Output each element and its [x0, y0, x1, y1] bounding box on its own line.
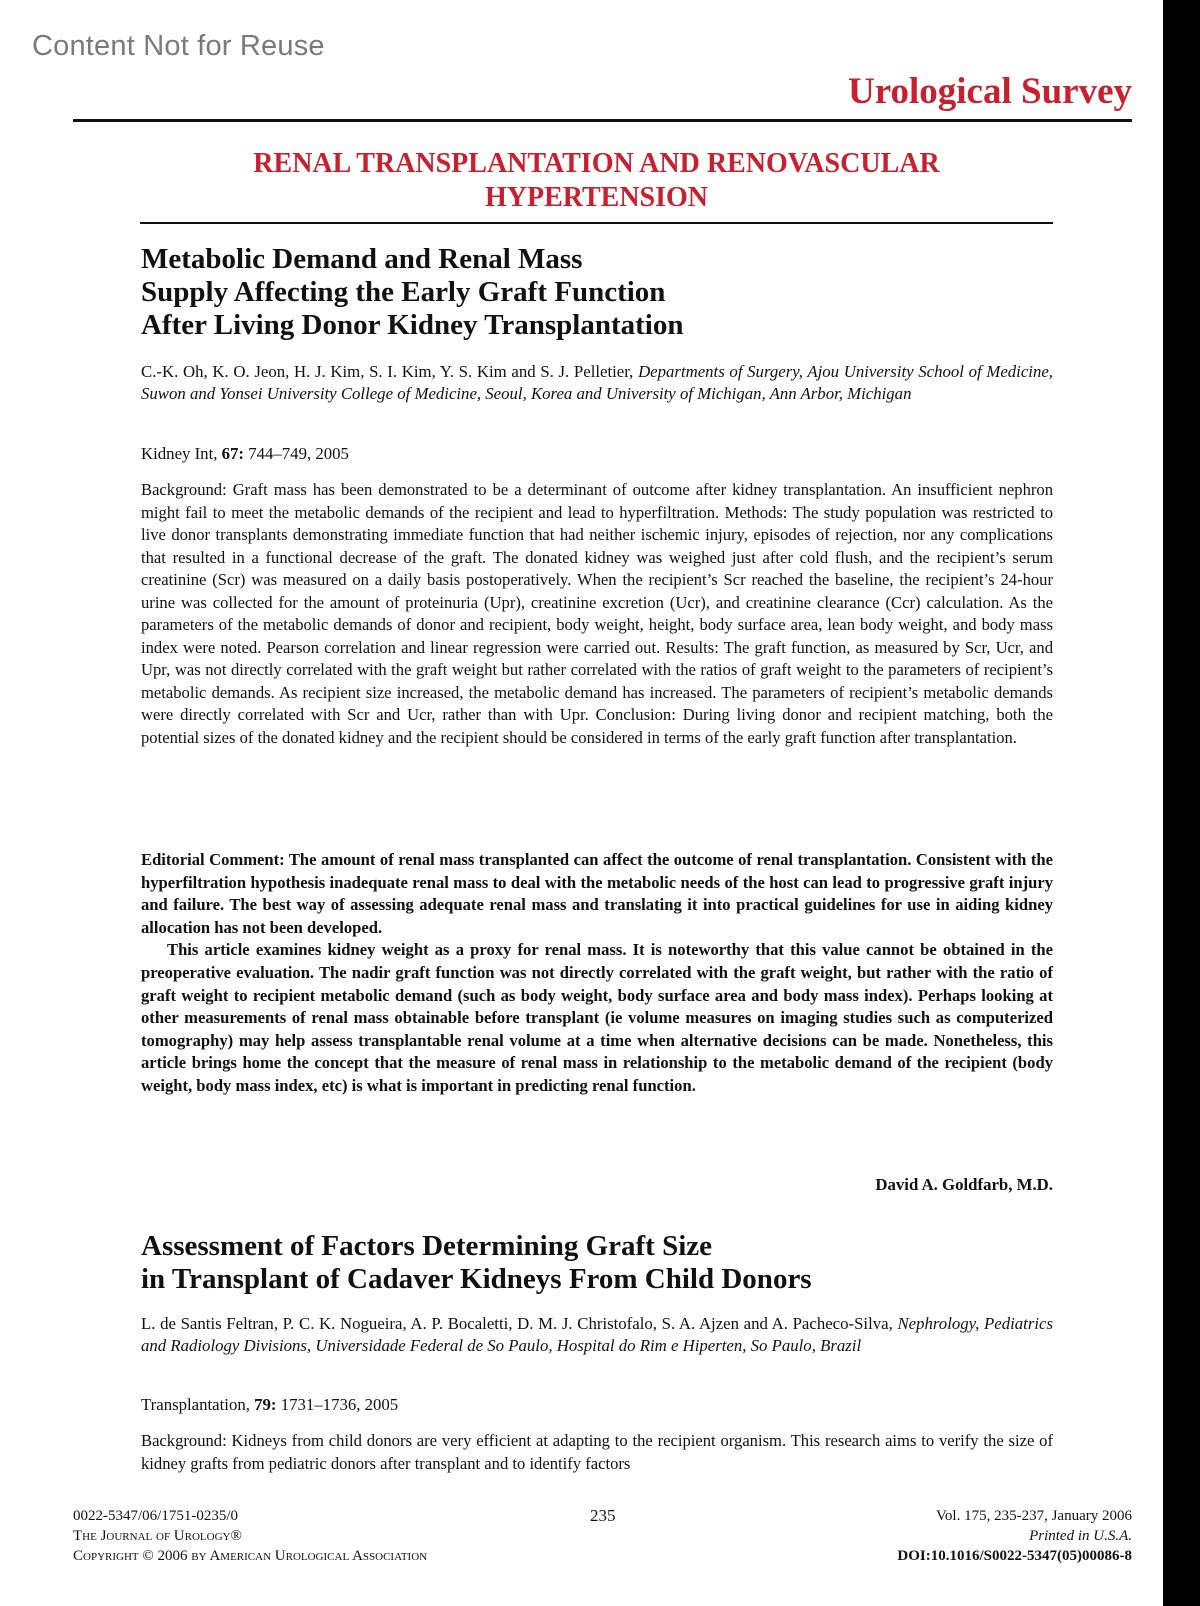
footer-journal-name: The Journal of Urology® — [73, 1528, 242, 1544]
editorial-paragraph-2: This article examines kidney weight as a proxy for renal mass. It is noteworthy that this value cannot be obtained in the preoperative evaluation. The nadir graft function was not directly correlated with the graft weight, but rather with the ratio of graft weight to recipient metabolic demand (such as body weight, body surface area and body mass index). Perhaps looking at other measurements of renal mass obtainable before transplant (ie volume measures on imaging studies such as computerized tomography) may help assess transplantable renal volume at a time when alternative decisions can be made. Nonetheless, this article brings home the concept that the measure of renal mass in relationship to the metabolic demand of the recipient (body weight, body mass index, etc) is what is important in predicting renal function. — [141, 940, 1053, 1095]
citation-journal: Kidney Int, — [141, 444, 218, 463]
footer-volume: Vol. 175, 235-237, January 2006 — [936, 1508, 1132, 1524]
citation-journal: Transplantation, — [141, 1395, 250, 1414]
article-2-title-line: in Transplant of Cadaver Kidneys From Child Donors — [141, 1263, 812, 1295]
section-rule — [140, 222, 1053, 224]
article-2-title-line: Assessment of Factors Determining Graft Size — [141, 1230, 712, 1262]
editorial-comment — [141, 849, 1053, 1098]
footer-left — [73, 1506, 427, 1566]
article-1-author-names: C.-K. Oh, K. O. Jeon, H. J. Kim, S. I. Kim, Y. S. Kim and S. J. Pelletier, — [141, 362, 634, 381]
section-title-line-2: HYPERTENSION — [484, 182, 709, 213]
right-edge-bar — [1163, 0, 1200, 1606]
page-number: 235 — [590, 1506, 616, 1525]
footer-copyright: Copyright © 2006 by American Urological Association — [73, 1548, 428, 1564]
article-1-title-line: After Living Donor Kidney Transplantation — [141, 309, 684, 341]
article-2-authors — [141, 1313, 1053, 1357]
footer-right — [897, 1506, 1132, 1566]
article-1-citation — [141, 443, 1053, 465]
article-1-authors — [141, 361, 1053, 405]
article-1-title-line: Metabolic Demand and Renal Mass — [141, 243, 583, 275]
article-2-citation — [141, 1394, 1053, 1416]
header-rule — [73, 119, 1132, 122]
article-2-abstract: Background: Kidneys from child donors are very efficient at adapting to the recipient organism. This research aims to verify the size of kidney grafts from pediatric donors after transplant and to identify factors — [141, 1431, 1053, 1473]
article-1-abstract: Background: Graft mass has been demonstrated to be a determinant of outcome after kidney transplantation. An insufficient nephron might fail to meet the metabolic demands of the recipient and lead to hyperfiltration. Methods: The study population was restricted to live donor transplants demonstrating immediate function that had neither ischemic injury, episodes of rejection, nor any complications that resulted in a functional decrease of the graft. The donated kidney was weighed just after cold flush, and the recipient’s serum creatinine (Scr) was measured on a daily basis postoperatively. When the recipient’s Scr reached the baseline, the recipient’s 24-hour urine was collected for the amount of proteinuria (Upr), creatinine excretion (Ucr), and creatinine clearance (Ccr) calculation. As the parameters of the metabolic demands of donor and recipient, body weight, height, body surface area, lean body weight, and body mass index were noted. Pearson correlation and linear regression were carried out. Results: The graft function, as measured by Scr, Ucr, and Upr, was not directly correlated with the graft weight but rather correlated with the ratios of graft weight to the parameters of recipient’s metabolic demands. As recipient size increased, the metabolic demand has increased. The parameters of recipient’s metabolic demands were directly correlated with Scr and Ucr, rather than with Upr. Conclusion: During living donor and recipient matching, both the potential sizes of the donated kidney and the recipient should be considered in terms of the early graft function after transplantation. — [141, 480, 1053, 747]
footer-issn: 0022-5347/06/1751-0235/0 — [73, 1508, 238, 1524]
editorial-paragraph-1: Editorial Comment: The amount of renal mass transplanted can affect the outcome of renal transplantation. Consistent with the hyperfiltration hypothesis inadequate renal mass to deal with the metabolic needs of the host can lead to progressive graft injury and failure. The best way of assessing adequate renal mass and translating it into practical guidelines for use in aiding kidney allocation has not been developed. — [141, 850, 1053, 937]
journal-section-header: Urological Survey — [848, 71, 1132, 112]
section-title — [140, 147, 1053, 215]
citation-pages: 1731–1736, 2005 — [280, 1395, 399, 1414]
article-1-affiliation: Departments of Surgery, Ajou University School of Medicine, Suwon and Yonsei University College of Medicine, Seoul, Korea and University of Michigan, Ann Arbor, Michigan — [141, 362, 1053, 403]
footer-printed: Printed in U.S.A. — [1029, 1528, 1132, 1544]
citation-volume: 67: — [221, 444, 245, 463]
citation-volume: 79: — [254, 1395, 277, 1414]
article-1-title — [141, 243, 684, 342]
footer-doi: DOI:10.1016/S0022-5347(05)00086-8 — [897, 1548, 1132, 1564]
article-2-author-names: L. de Santis Feltran, P. C. K. Nogueira, A. P. Bocaletti, D. M. J. Christofalo, S. A. Ajzen and A. Pacheco-Silva, — [141, 1314, 893, 1333]
section-title-line-1: RENAL TRANSPLANTATION AND RENOVASCULAR — [253, 148, 940, 179]
article-2-title — [141, 1230, 812, 1296]
editorial-signature: David A. Goldfarb, M.D. — [875, 1175, 1053, 1194]
article-1-title-line: Supply Affecting the Early Graft Function — [141, 276, 666, 308]
article-2-affiliation: Nephrology, Pediatrics and Radiology Divisions, Universidade Federal de So Paulo, Hospital do Rim e Hiperten, So Paulo, Brazil — [141, 1314, 1053, 1355]
watermark: Content Not for Reuse — [32, 30, 325, 62]
citation-pages: 744–749, 2005 — [248, 444, 349, 463]
